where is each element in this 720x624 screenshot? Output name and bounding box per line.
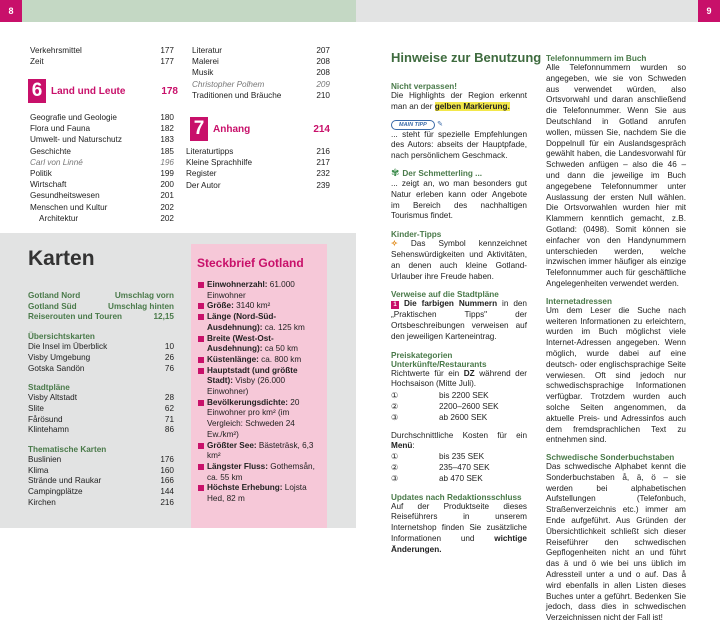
chapter-7-label: Anhang: [213, 123, 251, 135]
steckbrief-text: Längster Fluss: Gothemsån, ca. 55 km: [207, 461, 315, 482]
chapter-7-page: 214: [313, 123, 330, 135]
karten-label: Gotland Süd: [28, 301, 77, 311]
chapter-6-number: 6: [28, 79, 46, 103]
price-row: [391, 452, 527, 463]
left-top-bar: [0, 0, 356, 22]
updates-text: [391, 502, 527, 556]
steckbrief-text: Höchste Erhebung: Lojsta Hed, 82 m: [207, 483, 307, 504]
karten-page: 28: [164, 393, 174, 403]
toc-row: [186, 158, 330, 169]
child-icon: ✧: [391, 239, 411, 249]
toc-page: 196: [160, 157, 174, 167]
steckbrief-item: [198, 312, 322, 333]
schmetterling-heading-row: [391, 168, 527, 179]
left-page-number: 8: [0, 0, 22, 22]
maintipp-pencil-icon: ✎: [437, 120, 443, 128]
kinder-text-body: Das Symbol kennzeichnet Sehenswürdigkeiten und Aktivitäten, an denen auch kleine Gotland-Urlauber ihre Freude haben.: [391, 239, 527, 281]
steckbrief-text: Einwohnerzahl: 61.000 Einwohner: [207, 280, 295, 300]
karten-section-heading: Thematische Karten: [28, 445, 107, 455]
karten-label: Visby Altstadt: [28, 393, 78, 403]
updates-body: Auf der Produktseite dieses Reiseführers in unserem Internetshop finden Sie zusätzliche Informationen und: [391, 501, 527, 543]
chapter-7-number: 7: [190, 117, 208, 141]
toc-page: 217: [316, 158, 330, 168]
karten-row: [28, 498, 174, 509]
karten-section-heading: Stadtpläne: [28, 383, 70, 393]
preis-text: [391, 369, 527, 391]
preis-menu-rows: [391, 452, 527, 484]
price-value: ab 2600 SEK: [439, 412, 488, 422]
steckbrief-text: Größe: 3140 km²: [207, 301, 271, 311]
steckbrief-item: [198, 355, 322, 366]
price-value: bis 235 SEK: [439, 452, 485, 462]
karten-row: [28, 353, 174, 364]
karten-page: 86: [164, 425, 174, 435]
bullet-square-icon: [198, 443, 204, 449]
karten-label: Reiserouten und Touren: [28, 312, 123, 322]
bullet-square-icon: [198, 485, 204, 491]
toc-page: 201: [160, 191, 174, 201]
preis-menu-bold: Menü: [391, 441, 413, 451]
steckbrief-text: Hauptstadt (und größte Stadt): Visby (26.000 Einwohner): [207, 365, 298, 397]
toc-row: [186, 169, 330, 180]
toc-page: 199: [160, 169, 174, 178]
karten-page: 71: [164, 414, 174, 424]
chapter-7-heading: [190, 117, 330, 141]
bullet-square-icon: [198, 368, 204, 374]
price-category: ③: [391, 412, 399, 422]
karten-label: Klima: [28, 465, 49, 475]
highlight-marker: gelben Markierung.: [434, 101, 510, 111]
internet-heading: Internetadressen: [546, 296, 612, 306]
toc-page: 182: [160, 124, 174, 134]
toc-row: [30, 158, 174, 169]
price-value: ab 470 SEK: [439, 473, 483, 483]
toc-row: [186, 181, 330, 192]
karten-label: Fårösund: [28, 414, 63, 424]
chapter-6-label: Land und Leute: [51, 85, 126, 97]
toc-row: [192, 68, 330, 79]
preis-text-1: Richtwerte für ein: [391, 368, 464, 378]
toc-page: 239: [316, 180, 330, 190]
toc-row: [192, 57, 330, 68]
karten-row: [28, 415, 174, 426]
steckbrief-item: [198, 441, 322, 462]
karten-page: 12,15: [153, 312, 174, 322]
karten-label: Strände und Raukar: [28, 476, 102, 486]
toc-page: 183: [160, 135, 174, 145]
toc-label: Politik: [30, 169, 52, 178]
price-value: bis 2200 SEK: [439, 391, 489, 401]
toc-page: 202: [160, 202, 174, 212]
toc-row: [192, 80, 330, 91]
toc-page: 202: [160, 213, 174, 223]
karten-label: Visby Umgebung: [28, 352, 91, 362]
steckbrief-item: [198, 483, 322, 504]
toc-row: [30, 147, 174, 158]
karten-row: [28, 393, 174, 404]
toc-row: [30, 124, 174, 135]
steckbrief-item: [198, 366, 322, 398]
kinder-text: [391, 239, 527, 282]
toc-row: [30, 46, 174, 57]
maintipp-badge-row: [391, 119, 527, 130]
bullet-square-icon: [198, 282, 204, 288]
price-row: [391, 413, 527, 424]
preis-heading: Preiskategorien Unterkünfte/Restaurants: [391, 350, 487, 369]
toc-page: 180: [160, 113, 174, 122]
karten-page: 76: [164, 363, 174, 373]
toc-label: Architektur: [39, 213, 79, 223]
nicht-text: [391, 91, 527, 113]
steckbrief-item: [198, 280, 322, 301]
kinder-heading: Kinder-Tipps: [391, 230, 442, 240]
toc-row: [186, 147, 330, 158]
internet-text: Um dem Leser die Suche nach weiteren Informationen zu erleichtern, wurden im Buch möglichst viele Internet-Adressen angegeben. Wenn möglich, wurde dabei auf eine deutsch- oder englischsprachige Seite verwiesen. Oft sind jedoch nur schwedischsprachige Informationen verfügbar. Trotzdem wurden auch solche Seiten angenommen, da aktuelle Preis- und Adressinfos auch dem fremdsprachlichen Text zu entnehmen sind.: [546, 305, 686, 445]
price-category: ②: [391, 401, 399, 411]
karten-label: Kirchen: [28, 497, 56, 507]
toc-row: [30, 203, 174, 214]
karten-label: Die Insel im Überblick: [28, 342, 108, 352]
telefon-text: Alle Telefonnummern wurden so angegeben, wie sie von Schweden aus verwendet würden, also Ortsvorwahl und daran anschließend die Telefonnummer. Wenn Sie aus Deutschland in Gotland anrufen wollen, müssen Sie, nachdem Sie die Doppelnull für ein Auslandsgespräch gewählt haben, die Landesvorwahl für Schweden anfügen – also die 46 – und dann die jeweilige im Buch angegebene Telefonnummer unter Auslassung der ersten Null wählen. Die Ortsvorwahlen wurden hier mit Klammern kenntlich gemacht, z.B. Gotland: (0498). Somit können sie einfacher von den Handynummern unterschieden werden, welche inzwischen immer häufiger als einzige Telefonnummer auch für geschäftliche Angelegenheiten verwendet werden.: [546, 63, 686, 288]
toc-label: Der Autor: [186, 180, 221, 190]
toc-page: 177: [160, 46, 174, 55]
toc-row: [30, 191, 174, 202]
karten-row: [28, 425, 174, 436]
karten-row: [28, 312, 174, 323]
toc-page: 232: [316, 169, 330, 179]
toc-label: Wirtschaft: [30, 180, 67, 190]
steckbrief-text: Länge (Nord-Süd-Ausdehnung): ca. 125 km: [207, 312, 305, 332]
preis-menu-text: Durchschnittliche Kosten für ein Menü:: [391, 430, 527, 451]
karten-page: Umschlag hinten: [108, 301, 174, 311]
toc-page: 207: [316, 46, 330, 55]
nicht-heading: Nicht verpassen!: [391, 82, 457, 91]
bullet-square-icon: [198, 314, 204, 320]
nicht-text-1: Die Highlights der Region erkennt man an der: [391, 91, 527, 111]
verweise-heading: Verweise auf die Stadtpläne: [391, 290, 499, 300]
toc-label: Flora und Fauna: [30, 124, 91, 134]
toc-row: [192, 46, 330, 57]
karten-page: 166: [160, 476, 174, 486]
toc-label: Kleine Sprachhilfe: [186, 158, 252, 168]
sonder-heading: Schwedische Sonderbuchstaben: [546, 453, 675, 463]
updates-heading: Updates nach Redaktionsschluss: [391, 492, 522, 502]
toc-label: Literaturtipps: [186, 147, 234, 156]
karten-page: 176: [160, 455, 174, 465]
karten-row: [28, 404, 174, 415]
verweise-bold: Die farbigen Nummern: [403, 299, 498, 309]
toc-label: Traditionen und Bräuche: [192, 90, 282, 100]
steckbrief-text: Größter See: Bästeträsk, 6,3 km²: [207, 440, 314, 461]
karten-row: [28, 455, 174, 466]
toc-label: Geografie und Geologie: [30, 113, 117, 122]
karten-label: Gotland Nord: [28, 291, 81, 300]
karten-row: [28, 302, 174, 313]
karten-title: Karten: [28, 247, 95, 270]
steckbrief-text: Breite (West-Ost-Ausdehnung): ca 50 km: [207, 333, 298, 354]
steckbrief-text: Küstenlänge: ca. 800 km: [207, 354, 302, 364]
karten-page: 62: [164, 403, 174, 413]
karten-page: 144: [160, 487, 174, 497]
karten-row: [28, 342, 174, 353]
karten-page: 10: [164, 342, 174, 352]
karten-page: 160: [160, 465, 174, 475]
price-row: [391, 463, 527, 474]
karten-row: [28, 364, 174, 375]
right-column-1: [391, 78, 527, 556]
right-top-bar: [356, 0, 720, 22]
preis-menu-text-1: Durchschnittliche Kosten für ein: [391, 430, 527, 440]
toc-label: Register: [186, 169, 217, 179]
steckbrief-item: [198, 462, 322, 483]
steckbrief-list: [198, 280, 322, 505]
toc-label: Christopher Polhem: [192, 79, 265, 89]
karten-page: 216: [160, 497, 174, 507]
butterfly-icon: ✾: [391, 167, 400, 179]
toc-row: [192, 91, 330, 102]
karten-label: Klintehamn: [28, 425, 69, 435]
karten-section-heading: Übersichtskarten: [28, 332, 95, 342]
toc-label: Musik: [192, 68, 214, 78]
karten-row: [28, 487, 174, 498]
toc-page: 200: [160, 180, 174, 190]
verweise-body: in den „Praktischen Tipps" der Ortsbeschreibungen verweisen auf den jeweiligen Karteneintrag.: [391, 299, 527, 341]
price-category: ③: [391, 473, 399, 483]
karten-label: Slite: [28, 403, 44, 413]
bullet-square-icon: [198, 303, 204, 309]
price-row: [391, 474, 527, 485]
chapter-6-heading: [28, 79, 178, 103]
karten-label: Buslinien: [28, 455, 62, 465]
price-row: [391, 402, 527, 413]
steckbrief-title: Steckbrief Gotland: [197, 256, 304, 270]
toc-row: [30, 169, 174, 180]
price-category: ①: [391, 452, 399, 462]
updates-bold: wichtige Änderungen.: [391, 533, 527, 554]
price-value: 2200–2600 SEK: [439, 401, 499, 411]
map-number-icon: 1: [391, 301, 399, 309]
toc-row: [30, 57, 174, 68]
right-column-2: [546, 54, 686, 624]
schmetterling-text: ... zeigt an, wo man besonders gut Natur erleben kann oder Angebote im Bereich des nachhaltigen Tourismus findet.: [391, 178, 527, 221]
right-page-title: Hinweise zur Benutzung: [391, 50, 542, 65]
toc-page: 208: [316, 68, 330, 78]
price-category: ①: [391, 391, 399, 401]
toc-page: 177: [160, 57, 174, 67]
toc-label: Carl von Linné: [30, 157, 83, 167]
karten-row: [28, 466, 174, 477]
toc-label: Malerei: [192, 57, 219, 67]
maintipp-text: ... steht für spezielle Empfehlungen des Autors: abseits der Hauptpfade, nach persönlichem Geschmack.: [391, 129, 527, 161]
steckbrief-text: Bevölkerungsdichte: 20 Einwohner pro km² (im Vergleich: Schweden 24 Ew./km²): [207, 397, 300, 439]
bullet-square-icon: [198, 336, 204, 342]
toc-label: Literatur: [192, 46, 223, 55]
price-category: ②: [391, 462, 399, 472]
toc-label: Umwelt- und Naturschutz: [30, 135, 122, 145]
karten-page: Umschlag vorn: [114, 291, 174, 300]
toc-row: [30, 214, 174, 225]
bullet-square-icon: [198, 400, 204, 406]
steckbrief-box: [191, 244, 327, 528]
toc-page: 216: [316, 147, 330, 156]
bullet-square-icon: [198, 357, 204, 363]
steckbrief-item: [198, 334, 322, 355]
price-row: [391, 391, 527, 402]
karten-label: Gotska Sandön: [28, 363, 85, 373]
toc-label: Menschen und Kultur: [30, 202, 108, 212]
steckbrief-item: [198, 398, 322, 441]
karten-list: [28, 291, 174, 509]
preis-dz-rows: [391, 391, 527, 423]
toc-page: 210: [316, 90, 330, 100]
karten-row: [28, 291, 174, 302]
telefon-heading: Telefonnummern im Buch: [546, 54, 647, 63]
schmetterling-heading: Der Schmetterling ...: [402, 168, 483, 178]
price-value: 235–470 SEK: [439, 462, 490, 472]
preis-text-2: während der Hochsaison (Mitte Juli).: [391, 368, 527, 389]
steckbrief-item: [198, 301, 322, 312]
chapter-6-page: 178: [161, 85, 178, 97]
sonder-text: Das schwedische Alphabet kennt die Sonderbuchstaben å, ä, ö – sie werden bei alphabetischen Aufstellungen (Telefonbuch, Straßenverzeichnis etc.) immer am Ende aufgeführt. Aus Gründen der Übersichtlichkeit schließt sich dieser Reiseführer den schwedischen Gepflogenheiten nicht an und führt das ä und ö wie bei uns üblich im Adressteil unter a und o auf. Das å wird ebenfalls in allen Listen dieses Buches unter a geführt. Bedenken Sie jedoch, dass dies in schwedischen Verzeichnissen nicht der Fall ist!: [546, 462, 686, 623]
verweise-text: [391, 299, 527, 342]
preis-dz: DZ: [463, 368, 475, 378]
toc-page: 208: [316, 57, 330, 67]
right-page-number: 9: [698, 0, 720, 22]
bullet-square-icon: [198, 464, 204, 470]
toc-page: 209: [316, 79, 330, 89]
toc-label: Geschichte: [30, 146, 71, 156]
toc-row: [30, 113, 174, 124]
toc-page: 185: [160, 146, 174, 156]
toc-row: [30, 135, 174, 146]
karten-label: Campingplätze: [28, 487, 83, 497]
karten-page: 26: [164, 352, 174, 362]
karten-row: [28, 476, 174, 487]
toc-row: [30, 180, 174, 191]
maintipp-badge: MAIN TIPP: [391, 120, 435, 130]
toc-label: Gesundheitswesen: [30, 191, 100, 201]
toc-label: Zeit: [30, 57, 44, 67]
toc-label: Verkehrsmittel: [30, 46, 82, 55]
